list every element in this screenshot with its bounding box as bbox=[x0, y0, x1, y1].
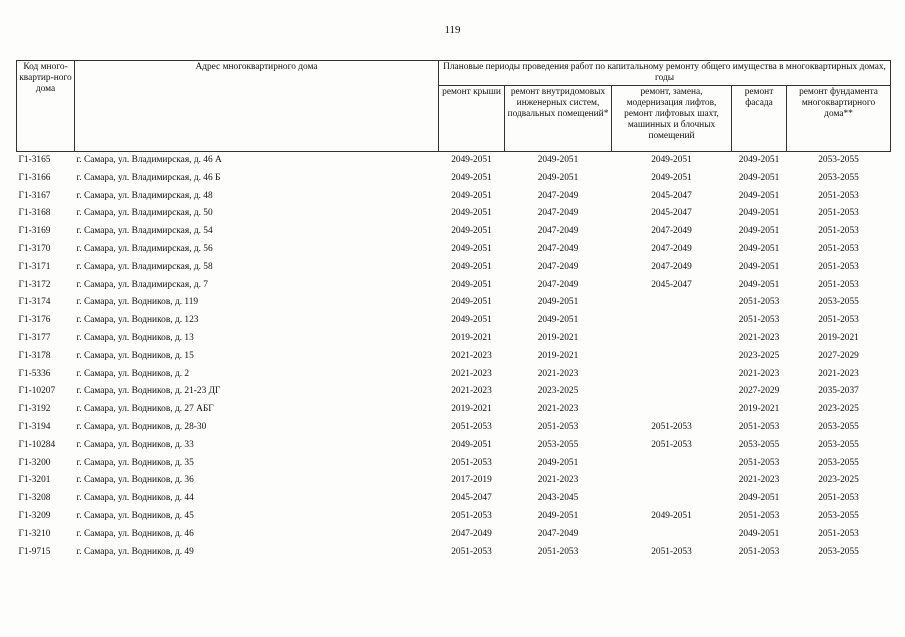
cell-roof: 2021-2023 bbox=[451, 368, 492, 379]
cell-roof: 2049-2051 bbox=[451, 261, 492, 272]
cell-systems: 2047-2049 bbox=[537, 279, 579, 290]
cell-foundation: 2053-2055 bbox=[818, 172, 859, 183]
cell-facade: 2049-2051 bbox=[738, 190, 780, 201]
cell-code: Г1-3172 bbox=[18, 279, 51, 290]
cell-facade: 2049-2051 bbox=[738, 172, 780, 183]
cell-address: г. Самара, ул. Владимирская, д. 54 bbox=[76, 226, 213, 237]
cell-systems: 2021-2023 bbox=[537, 368, 579, 379]
cell-facade: 2049-2051 bbox=[738, 279, 780, 290]
cell-foundation: 2023-2025 bbox=[818, 404, 859, 415]
cell-facade: 2051-2053 bbox=[738, 421, 780, 432]
cell-code: Г1-3168 bbox=[18, 208, 51, 219]
table-row bbox=[17, 401, 891, 419]
cell-systems: 2049-2051 bbox=[537, 315, 579, 326]
cell-foundation: 2027-2029 bbox=[818, 350, 859, 361]
table-row bbox=[17, 294, 891, 312]
cell-facade: 2049-2051 bbox=[738, 226, 780, 237]
cell-foundation: 2051-2053 bbox=[818, 243, 859, 254]
cell-code: Г1-3177 bbox=[18, 332, 51, 343]
cell-code: Г1-3210 bbox=[18, 528, 51, 539]
cell-lifts bbox=[612, 383, 732, 401]
cell-foundation: 2051-2053 bbox=[818, 261, 859, 272]
cell-lifts bbox=[612, 348, 732, 366]
cell-foundation: 2053-2055 bbox=[818, 155, 859, 165]
cell-facade: 2053-2055 bbox=[738, 439, 780, 450]
cell-facade: 2021-2023 bbox=[738, 475, 780, 486]
cell-address: г. Самара, ул. Владимирская, д. 46 Б bbox=[76, 172, 221, 183]
cell-lifts: 2051-2053 bbox=[651, 546, 692, 557]
cell-address: г. Самара, ул. Водников, д. 21-23 ДГ bbox=[76, 386, 221, 397]
cell-systems: 2049-2051 bbox=[537, 297, 579, 308]
header-lifts: ремонт, замена, модернизация лифтов, ремонт лифтовых шахт, машинных и блочных помещений bbox=[612, 86, 732, 152]
cell-facade: 2021-2023 bbox=[738, 368, 780, 379]
header-periods: Плановые периоды проведения работ по капитальному ремонту общего имущества в многоквартирных домах, годы bbox=[439, 61, 891, 86]
cell-systems: 2051-2053 bbox=[537, 546, 579, 557]
cell-foundation: 2021-2023 bbox=[818, 368, 859, 379]
cell-lifts: 2049-2051 bbox=[651, 172, 692, 183]
cell-code: Г1-9715 bbox=[18, 546, 51, 557]
cell-address: г. Самара, ул. Владимирская, д. 58 bbox=[76, 261, 213, 272]
cell-facade: 2051-2053 bbox=[738, 546, 780, 557]
cell-address: г. Самара, ул. Владимирская, д. 50 bbox=[76, 208, 213, 219]
cell-systems: 2043-2045 bbox=[537, 493, 579, 504]
cell-roof: 2017-2019 bbox=[451, 475, 492, 486]
cell-lifts: 2047-2049 bbox=[651, 226, 692, 237]
table-row bbox=[17, 348, 891, 366]
cell-address: г. Самара, ул. Водников, д. 119 bbox=[76, 297, 199, 308]
cell-foundation: 2053-2055 bbox=[818, 439, 859, 450]
cell-address: г. Самара, ул. Водников, д. 36 bbox=[76, 475, 194, 486]
cell-systems: 2019-2021 bbox=[537, 332, 579, 343]
cell-foundation: 2023-2025 bbox=[818, 475, 859, 486]
cell-address: г. Самара, ул. Водников, д. 46 bbox=[76, 528, 194, 539]
cell-facade: 2019-2021 bbox=[738, 404, 780, 415]
cell-roof: 2049-2051 bbox=[451, 172, 492, 183]
cell-foundation: 2051-2053 bbox=[818, 528, 859, 539]
cell-lifts bbox=[612, 312, 732, 330]
header-code: Код много-квартир-ного дома bbox=[17, 61, 75, 152]
cell-facade: 2027-2029 bbox=[738, 386, 780, 397]
cell-lifts: 2047-2049 bbox=[651, 243, 692, 254]
cell-facade: 2023-2025 bbox=[738, 350, 780, 361]
cell-code: Г1-5336 bbox=[18, 368, 51, 379]
cell-facade: 2049-2051 bbox=[738, 261, 780, 272]
cell-roof: 2021-2023 bbox=[451, 386, 492, 397]
cell-facade: 2051-2053 bbox=[738, 297, 780, 308]
cell-foundation: 2051-2053 bbox=[818, 493, 859, 504]
cell-lifts bbox=[612, 490, 732, 508]
cell-code: Г1-3192 bbox=[18, 404, 51, 415]
cell-roof: 2049-2051 bbox=[451, 190, 492, 201]
cell-code: Г1-3166 bbox=[18, 172, 51, 183]
cell-code: Г1-3178 bbox=[18, 350, 51, 361]
cell-roof: 2049-2051 bbox=[451, 439, 492, 450]
table-row bbox=[17, 241, 891, 259]
cell-lifts: 2051-2053 bbox=[651, 421, 692, 432]
cell-facade: 2051-2053 bbox=[738, 510, 780, 521]
table-row bbox=[17, 419, 891, 437]
cell-lifts bbox=[612, 330, 732, 348]
table-row bbox=[17, 490, 891, 508]
cell-foundation: 2051-2053 bbox=[818, 279, 859, 290]
cell-address: г. Самара, ул. Водников, д. 123 bbox=[76, 315, 199, 326]
cell-foundation: 2053-2055 bbox=[818, 421, 859, 432]
cell-lifts: 2051-2053 bbox=[651, 439, 692, 450]
cell-address: г. Самара, ул. Водников, д. 2 bbox=[76, 368, 190, 379]
cell-code: Г1-3174 bbox=[18, 297, 51, 308]
cell-lifts: 2049-2051 bbox=[651, 155, 692, 165]
cell-roof: 2051-2053 bbox=[451, 421, 492, 432]
cell-systems: 2051-2053 bbox=[537, 421, 579, 432]
cell-address: г. Самара, ул. Водников, д. 13 bbox=[76, 332, 194, 343]
cell-facade: 2051-2053 bbox=[738, 315, 780, 326]
cell-lifts: 2045-2047 bbox=[651, 190, 692, 201]
cell-address: г. Самара, ул. Водников, д. 49 bbox=[76, 546, 194, 557]
cell-code: Г1-3165 bbox=[18, 155, 51, 165]
cell-address: г. Самара, ул. Водников, д. 28-30 bbox=[76, 421, 207, 432]
cell-lifts bbox=[612, 401, 732, 419]
cell-address: г. Самара, ул. Владимирская, д. 56 bbox=[76, 243, 213, 254]
cell-lifts bbox=[612, 455, 732, 473]
cell-systems: 2049-2051 bbox=[537, 155, 579, 165]
table-row bbox=[17, 472, 891, 490]
cell-foundation: 2019-2021 bbox=[818, 332, 859, 343]
cell-roof: 2019-2021 bbox=[451, 404, 492, 415]
cell-roof: 2049-2051 bbox=[451, 315, 492, 326]
cell-roof: 2051-2053 bbox=[451, 510, 492, 521]
table-row bbox=[17, 366, 891, 384]
cell-roof: 2045-2047 bbox=[451, 493, 492, 504]
table-row bbox=[17, 508, 891, 526]
cell-code: Г1-3201 bbox=[18, 475, 51, 486]
cell-code: Г1-3194 bbox=[18, 421, 51, 432]
cell-facade: 2049-2051 bbox=[738, 155, 780, 165]
cell-roof: 2051-2053 bbox=[451, 457, 492, 468]
cell-systems: 2021-2023 bbox=[537, 404, 579, 415]
cell-roof: 2051-2053 bbox=[451, 546, 492, 557]
table-row bbox=[17, 152, 891, 170]
cell-foundation: 2053-2055 bbox=[818, 297, 859, 308]
cell-code: Г1-3169 bbox=[18, 226, 51, 237]
cell-facade: 2049-2051 bbox=[738, 208, 780, 219]
cell-facade: 2021-2023 bbox=[738, 332, 780, 343]
cell-foundation: 2051-2053 bbox=[818, 315, 859, 326]
cell-lifts bbox=[612, 526, 732, 544]
cell-facade: 2049-2051 bbox=[738, 243, 780, 254]
cell-address: г. Самара, ул. Владимирская, д. 7 bbox=[76, 279, 208, 290]
cell-roof: 2049-2051 bbox=[451, 226, 492, 237]
header-facade: ремонт фасада bbox=[732, 86, 787, 152]
table-row bbox=[17, 277, 891, 295]
cell-foundation: 2051-2053 bbox=[818, 226, 859, 237]
cell-code: Г1-3167 bbox=[18, 190, 51, 201]
cell-systems: 2053-2055 bbox=[537, 439, 579, 450]
page-number: 119 bbox=[444, 24, 461, 36]
table-row bbox=[17, 437, 891, 455]
cell-systems: 2049-2051 bbox=[537, 510, 579, 521]
cell-code: Г1-3176 bbox=[18, 315, 51, 326]
cell-code: Г1-10207 bbox=[18, 386, 56, 397]
cell-roof: 2049-2051 bbox=[451, 297, 492, 308]
cell-foundation: 2051-2053 bbox=[818, 190, 859, 201]
table-row bbox=[17, 170, 891, 188]
cell-roof: 2047-2049 bbox=[451, 528, 492, 539]
cell-address: г. Самара, ул. Водников, д. 35 bbox=[76, 457, 194, 468]
cell-facade: 2049-2051 bbox=[738, 493, 780, 504]
cell-systems: 2047-2049 bbox=[537, 528, 579, 539]
table-row bbox=[17, 205, 891, 223]
cell-lifts bbox=[612, 294, 732, 312]
cell-address: г. Самара, ул. Водников, д. 15 bbox=[76, 350, 194, 361]
cell-systems: 2047-2049 bbox=[537, 190, 579, 201]
cell-systems: 2049-2051 bbox=[537, 457, 579, 468]
cell-roof: 2049-2051 bbox=[451, 155, 492, 165]
cell-code: Г1-3208 bbox=[18, 493, 51, 504]
header-foundation: ремонт фундамента многоквартирного дома** bbox=[787, 86, 891, 152]
cell-systems: 2047-2049 bbox=[537, 208, 579, 219]
cell-address: г. Самара, ул. Владимирская, д. 48 bbox=[76, 190, 213, 201]
cell-code: Г1-10284 bbox=[18, 439, 56, 450]
table-row bbox=[17, 312, 891, 330]
cell-foundation: 2051-2053 bbox=[818, 208, 859, 219]
cell-systems: 2047-2049 bbox=[537, 243, 579, 254]
cell-address: г. Самара, ул. Водников, д. 33 bbox=[76, 439, 194, 450]
table-row bbox=[17, 259, 891, 277]
header-systems: ремонт внутридомовых инженерных систем, подвальных помещений* bbox=[505, 86, 612, 152]
cell-roof: 2021-2023 bbox=[451, 350, 492, 361]
cell-address: г. Самара, ул. Водников, д. 27 АБГ bbox=[76, 404, 214, 415]
cell-systems: 2021-2023 bbox=[537, 475, 579, 486]
cell-systems: 2019-2021 bbox=[537, 350, 579, 361]
cell-systems: 2049-2051 bbox=[537, 172, 579, 183]
cell-foundation: 2053-2055 bbox=[818, 510, 859, 521]
repair-schedule-table bbox=[16, 60, 891, 561]
table-row bbox=[17, 223, 891, 241]
cell-lifts: 2047-2049 bbox=[651, 261, 692, 272]
cell-roof: 2049-2051 bbox=[451, 243, 492, 254]
cell-code: Г1-3171 bbox=[18, 261, 51, 272]
table-row bbox=[17, 188, 891, 206]
cell-lifts bbox=[612, 472, 732, 490]
header-roof: ремонт крыши bbox=[439, 86, 505, 152]
cell-facade: 2049-2051 bbox=[738, 528, 780, 539]
table-row bbox=[17, 526, 891, 544]
cell-foundation: 2053-2055 bbox=[818, 546, 859, 557]
cell-code: Г1-3209 bbox=[18, 510, 51, 521]
cell-lifts: 2045-2047 bbox=[651, 279, 692, 290]
header-address: Адрес многоквартирного дома bbox=[75, 61, 439, 152]
cell-code: Г1-3170 bbox=[18, 243, 51, 254]
cell-code: Г1-3200 bbox=[18, 457, 51, 468]
cell-lifts bbox=[612, 366, 732, 384]
cell-systems: 2047-2049 bbox=[537, 261, 579, 272]
cell-foundation: 2053-2055 bbox=[818, 457, 859, 468]
cell-roof: 2049-2051 bbox=[451, 279, 492, 290]
table-row bbox=[17, 330, 891, 348]
cell-foundation: 2035-2037 bbox=[818, 386, 859, 397]
cell-facade: 2051-2053 bbox=[738, 457, 780, 468]
cell-roof: 2019-2021 bbox=[451, 332, 492, 343]
table-row bbox=[17, 455, 891, 473]
cell-lifts: 2049-2051 bbox=[651, 510, 692, 521]
cell-address: г. Самара, ул. Водников, д. 45 bbox=[76, 510, 194, 521]
table-row bbox=[17, 383, 891, 401]
cell-roof: 2049-2051 bbox=[451, 208, 492, 219]
table-body bbox=[17, 152, 891, 562]
cell-systems: 2047-2049 bbox=[537, 226, 579, 237]
cell-systems: 2023-2025 bbox=[537, 386, 579, 397]
cell-address: г. Самара, ул. Владимирская, д. 46 А bbox=[76, 155, 222, 165]
cell-lifts: 2045-2047 bbox=[651, 208, 692, 219]
table-row bbox=[17, 544, 891, 562]
cell-address: г. Самара, ул. Водников, д. 44 bbox=[76, 493, 194, 504]
